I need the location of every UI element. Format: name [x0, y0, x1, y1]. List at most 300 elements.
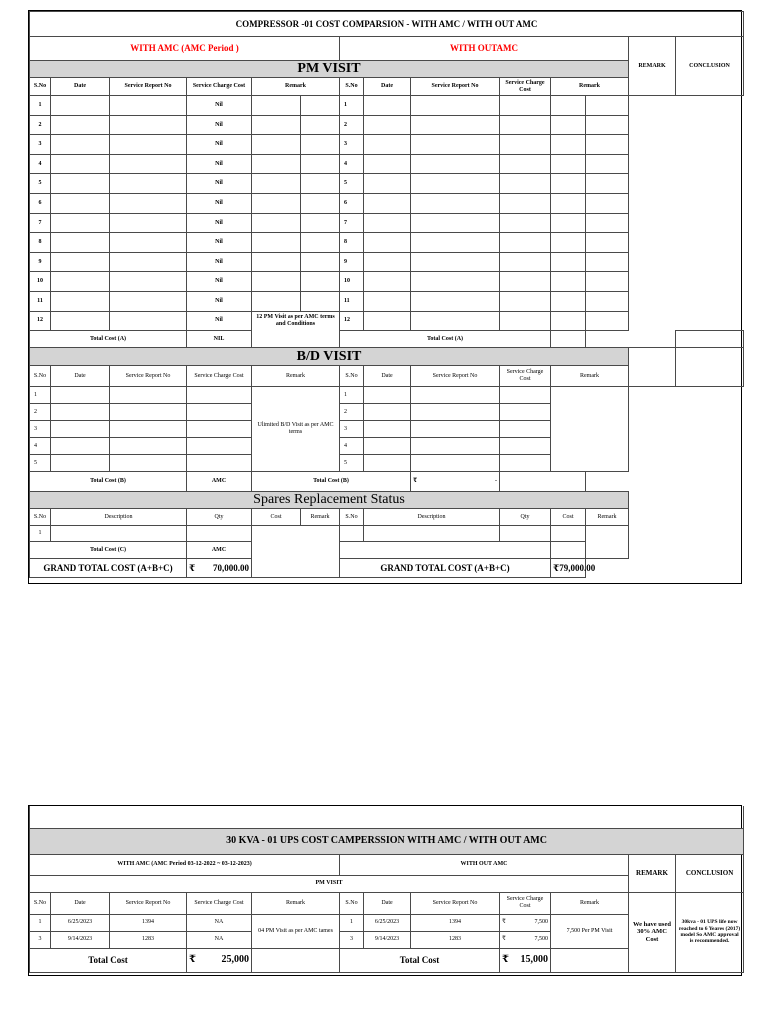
ups-row-charge: NA: [187, 914, 252, 931]
bd-total-value: AMC: [187, 472, 252, 492]
pm-row-remark-b: [301, 194, 340, 214]
ups-row-date-right: 6/25/2023: [364, 914, 411, 931]
bd-header-remark: Remark: [252, 366, 340, 387]
rupee-symbol: ₹: [413, 478, 418, 485]
bd-row-date-right: [364, 438, 411, 455]
pm-row-remark-a: [252, 213, 301, 233]
bd-row-charge: [187, 438, 252, 455]
pm-row-sno: 9: [30, 252, 51, 272]
pm-table-row: [30, 213, 744, 233]
pm-row-sno-right: 11: [340, 292, 364, 312]
bd-row-report: [110, 387, 187, 404]
pm-row-sno-right: 10: [340, 272, 364, 292]
bd-row-charge-right: [500, 404, 551, 421]
ups-pm-visit-label: PM VISIT: [30, 875, 629, 892]
pm-row-remark-b: [301, 252, 340, 272]
pm-amc-note: 12 PM Visit as per AMC terms and Conditions: [252, 311, 340, 331]
bd-header-sno: S.No: [30, 366, 51, 387]
ups-header-remark: Remark: [252, 892, 340, 914]
ups-row-sno: 1: [30, 914, 51, 931]
pm-row-charge-right: [500, 213, 551, 233]
pm-row-date: [51, 154, 110, 174]
pm-row-remark-right-b: [586, 252, 629, 272]
ups-without-amc-heading: WITH OUT AMC: [340, 854, 629, 875]
spares-band: Spares Replacement Status: [30, 492, 629, 509]
pm-header-remark: Remark: [252, 78, 340, 96]
bd-total-label-right: Total Cost (B): [252, 472, 411, 492]
pm-row-remark-right-b: [586, 311, 629, 331]
bd-row-sno-right: 2: [340, 404, 364, 421]
pm-row-sno: 6: [30, 194, 51, 214]
bd-row-report: [110, 421, 187, 438]
pm-row-remark-b: [301, 272, 340, 292]
pm-table-row: [30, 311, 744, 331]
ups-header-date-right: Date: [364, 892, 411, 914]
ups-with-amc-heading: WITH AMC (AMC Period 03-12-2022 ~ 03-12-2023): [30, 854, 340, 875]
bd-total-label: Total Cost (B): [30, 472, 187, 492]
pm-row-date-right: [364, 213, 411, 233]
bd-row-charge-right: [500, 438, 551, 455]
spares-header-sno: S.No: [30, 509, 51, 526]
bd-row-charge-right: [500, 421, 551, 438]
spares-header-sno-right: S.No: [340, 509, 364, 526]
bd-total-value-right: ₹ -: [411, 472, 500, 492]
ups-row-report: 1394: [110, 914, 187, 931]
pm-row-report: [110, 115, 187, 135]
pm-row-remark-right-b: [586, 174, 629, 194]
grand-total-value-right: ₹ 79,000.00: [551, 559, 586, 578]
bd-row-date: [51, 421, 110, 438]
pm-row-sno: 2: [30, 115, 51, 135]
pm-row-charge: Nil: [187, 252, 252, 272]
pm-row-remark-a: [252, 135, 301, 155]
pm-row-remark-right-a: [551, 292, 586, 312]
ups-row-report-right: 1394: [411, 914, 500, 931]
pm-row-charge-right: [500, 194, 551, 214]
pm-table-row: [30, 292, 744, 312]
pm-row-report: [110, 311, 187, 331]
pm-row-remark-b: [301, 115, 340, 135]
bd-header-sno-right: S.No: [340, 366, 364, 387]
bd-row-sno: 2: [30, 404, 51, 421]
bd-remark-right: [551, 387, 629, 472]
ups-remark-note: We have used 30% AMC Cost: [629, 892, 676, 972]
bd-table-row: [30, 438, 744, 455]
pm-row-report: [110, 96, 187, 116]
pm-row-remark-right-b: [586, 135, 629, 155]
pm-row-report: [110, 272, 187, 292]
with-amc-heading: WITH AMC (AMC Period ): [30, 37, 340, 61]
remark-column-body: [629, 348, 676, 387]
pm-row-sno-right: 12: [340, 311, 364, 331]
pm-row-date-right: [364, 174, 411, 194]
pm-row-remark-right-b: [586, 194, 629, 214]
bd-row-report: [110, 438, 187, 455]
ups-row-date-right: 9/14/2023: [364, 931, 411, 948]
pm-row-date: [51, 233, 110, 253]
remark-heading: REMARK: [629, 37, 676, 96]
pm-header-report-right: Service Report No: [411, 78, 500, 96]
spares-header-remark: Remark: [301, 509, 340, 526]
ups-header-remark-right: Remark: [551, 892, 629, 914]
pm-row-remark-a: [252, 194, 301, 214]
ups-row-cost-right: ₹ 7,500: [500, 914, 551, 931]
pm-row-report-right: [411, 96, 500, 116]
spares-row-sno: 1: [30, 526, 51, 542]
pm-row-charge-right: [500, 311, 551, 331]
pm-header-charge-right: Service Charge Cost: [500, 78, 551, 96]
pm-row-report: [110, 213, 187, 233]
bd-row-sno-right: 3: [340, 421, 364, 438]
bd-header-date: Date: [51, 366, 110, 387]
pm-header-sno-right: S.No: [340, 78, 364, 96]
pm-row-date: [51, 213, 110, 233]
grand-total-label: GRAND TOTAL COST (A+B+C): [30, 559, 187, 578]
pm-table-row: [30, 174, 744, 194]
pm-row-date: [51, 311, 110, 331]
pm-row-remark-a: [252, 154, 301, 174]
pm-row-report: [110, 194, 187, 214]
pm-row-date-right: [364, 96, 411, 116]
pm-row-charge-right: [500, 96, 551, 116]
pm-row-remark-b: [301, 154, 340, 174]
bd-row-date: [51, 404, 110, 421]
pm-row-date: [51, 96, 110, 116]
pm-row-sno-right: 1: [340, 96, 364, 116]
spares-header-qty-right: Qty: [500, 509, 551, 526]
ups-header-report: Service Report No: [110, 892, 187, 914]
pm-row-report-right: [411, 292, 500, 312]
pm-row-charge: Nil: [187, 233, 252, 253]
rupee-symbol: ₹: [553, 563, 560, 574]
pm-header-charge: Service Charge Cost: [187, 78, 252, 96]
pm-row-sno: 10: [30, 272, 51, 292]
ups-row-date: 6/25/2023: [51, 914, 110, 931]
pm-row-date: [51, 252, 110, 272]
conclusion-column-body: [676, 348, 744, 387]
pm-table-row: [30, 115, 744, 135]
ups-total-value-right: ₹ 15,000: [500, 948, 551, 972]
pm-row-remark-a: [252, 174, 301, 194]
pm-table-row: [30, 96, 744, 116]
bd-row-report: [110, 455, 187, 472]
bd-row-date-right: [364, 404, 411, 421]
rupee-symbol: ₹: [189, 563, 196, 574]
pm-row-date-right: [364, 272, 411, 292]
bd-row-report: [110, 404, 187, 421]
pm-row-remark-b: [301, 233, 340, 253]
bd-row-charge: [187, 455, 252, 472]
pm-row-date: [51, 272, 110, 292]
pm-row-sno: 1: [30, 96, 51, 116]
bd-row-sno-right: 1: [340, 387, 364, 404]
pm-row-remark-right-b: [586, 96, 629, 116]
ups-title: 30 KVA - 01 UPS COST CAMPERSSION WITH AMC / WITH OUT AMC: [30, 828, 744, 854]
ups-row-report-right: 1283: [411, 931, 500, 948]
pm-row-date: [51, 174, 110, 194]
ups-remark-right: 7,500 Per PM Visit: [551, 914, 629, 948]
bd-row-charge-right: [500, 455, 551, 472]
pm-row-charge-right: [500, 292, 551, 312]
spares-total-value: AMC: [187, 542, 252, 559]
pm-row-report: [110, 174, 187, 194]
pm-row-report-right: [411, 174, 500, 194]
pm-row-remark-a: [252, 252, 301, 272]
spares-header-description: Description: [51, 509, 187, 526]
ups-header-sno: S.No: [30, 892, 51, 914]
bd-row-sno-right: 4: [340, 438, 364, 455]
ups-row-sno-right: 3: [340, 931, 364, 948]
spares-header-cost-right: Cost: [551, 509, 586, 526]
bd-header-date-right: Date: [364, 366, 411, 387]
pm-row-charge-right: [500, 233, 551, 253]
pm-row-charge: Nil: [187, 194, 252, 214]
ups-row-date: 9/14/2023: [51, 931, 110, 948]
ups-remark-left: 04 PM Visit as per AMC tames: [252, 914, 340, 948]
pm-row-date: [51, 115, 110, 135]
pm-row-sno: 11: [30, 292, 51, 312]
ups-conclusion-note: 30kva - 01 UPS life now reached to 6 Yeares (2017) model So AMC approval is recommended.: [676, 892, 744, 972]
bd-row-charge: [187, 421, 252, 438]
pm-row-sno-right: 2: [340, 115, 364, 135]
ups-row-charge: NA: [187, 931, 252, 948]
pm-row-remark-right-b: [586, 154, 629, 174]
pm-row-date-right: [364, 311, 411, 331]
pm-table-row: [30, 252, 744, 272]
bd-header-report: Service Report No: [110, 366, 187, 387]
pm-row-remark-a: [252, 233, 301, 253]
ups-total-value: ₹ 25,000: [187, 948, 252, 972]
pm-total-label-right: Total Cost (A): [340, 331, 551, 348]
pm-row-report-right: [411, 115, 500, 135]
pm-row-remark-right-a: [551, 213, 586, 233]
pm-row-sno-right: 3: [340, 135, 364, 155]
pm-row-remark-right-a: [551, 135, 586, 155]
sheet-title: COMPRESSOR -01 COST COMPARSION - WITH AMC / WITH OUT AMC: [30, 12, 744, 37]
pm-row-charge: Nil: [187, 174, 252, 194]
bd-row-report-right: [411, 438, 500, 455]
pm-row-remark-b: [301, 135, 340, 155]
pm-row-charge-right: [500, 135, 551, 155]
pm-row-sno-right: 5: [340, 174, 364, 194]
bd-row-charge: [187, 404, 252, 421]
pm-row-remark-b: [301, 213, 340, 233]
bd-row-sno: 1: [30, 387, 51, 404]
pm-header-report: Service Report No: [110, 78, 187, 96]
grand-total-value: ₹ 70,000.00: [187, 559, 252, 578]
ups-total-label-right: Total Cost: [340, 948, 500, 972]
bd-header-remark-right: Remark: [551, 366, 629, 387]
bd-table-row: [30, 387, 744, 404]
bd-row-date-right: [364, 455, 411, 472]
pm-row-remark-b: [301, 174, 340, 194]
ups-row-report: 1283: [110, 931, 187, 948]
bd-row-date: [51, 455, 110, 472]
conclusion-heading: CONCLUSION: [676, 37, 744, 96]
ups-header-charge-right: Service Charge Cost: [500, 892, 551, 914]
without-amc-heading: WITH OUTAMC: [340, 37, 629, 61]
bd-row-sno: 4: [30, 438, 51, 455]
pm-row-charge: Nil: [187, 311, 252, 331]
pm-row-remark-b: [301, 292, 340, 312]
pm-row-remark-a: [252, 115, 301, 135]
bd-row-date: [51, 387, 110, 404]
bd-row-sno: 5: [30, 455, 51, 472]
pm-row-sno: 4: [30, 154, 51, 174]
bd-row-report-right: [411, 455, 500, 472]
pm-row-charge: Nil: [187, 272, 252, 292]
pm-row-report-right: [411, 154, 500, 174]
pm-table-row: [30, 233, 744, 253]
ups-remark-heading: REMARK: [629, 854, 676, 892]
pm-row-remark-right-a: [551, 252, 586, 272]
pm-table-row: [30, 272, 744, 292]
pm-row-remark-right-a: [551, 272, 586, 292]
pm-row-report-right: [411, 135, 500, 155]
pm-row-remark-right-a: [551, 115, 586, 135]
spares-total-label: Total Cost (C): [30, 542, 187, 559]
bd-header-charge-right: Service Charge Cost: [500, 366, 551, 387]
bd-table-row: [30, 421, 744, 438]
pm-row-report: [110, 135, 187, 155]
pm-visit-band: PM VISIT: [30, 61, 629, 78]
pm-total-label: Total Cost (A): [30, 331, 187, 348]
ups-row-sno-right: 1: [340, 914, 364, 931]
pm-row-date: [51, 292, 110, 312]
ups-row-cost-right: ₹ 7,500: [500, 931, 551, 948]
pm-row-report-right: [411, 194, 500, 214]
pm-row-remark-right-a: [551, 194, 586, 214]
pm-row-remark-right-b: [586, 272, 629, 292]
ups-row-sno: 3: [30, 931, 51, 948]
pm-row-date-right: [364, 135, 411, 155]
compressor-cost-sheet: [28, 10, 742, 584]
pm-row-report: [110, 233, 187, 253]
ups-header-date: Date: [51, 892, 110, 914]
pm-row-sno-right: 7: [340, 213, 364, 233]
compressor-table: [29, 11, 744, 578]
bd-visit-band: B/D VISIT: [30, 348, 629, 366]
pm-row-report-right: [411, 272, 500, 292]
bd-row-sno: 3: [30, 421, 51, 438]
pm-row-date-right: [364, 233, 411, 253]
pm-row-remark-a: [252, 96, 301, 116]
pm-row-date-right: [364, 252, 411, 272]
grand-total-label-right: GRAND TOTAL COST (A+B+C): [340, 559, 551, 578]
ups-cost-sheet: [28, 805, 742, 976]
pm-table-row: [30, 135, 744, 155]
pm-row-remark-right-a: [551, 174, 586, 194]
pm-header-date-right: Date: [364, 78, 411, 96]
ups-header-charge: Service Charge Cost: [187, 892, 252, 914]
pm-row-sno: 7: [30, 213, 51, 233]
pm-row-charge-right: [500, 252, 551, 272]
pm-row-remark-b: [301, 96, 340, 116]
pm-row-charge: Nil: [187, 96, 252, 116]
pm-row-remark-right-a: [551, 96, 586, 116]
pm-header-date: Date: [51, 78, 110, 96]
pm-row-remark-right-b: [586, 213, 629, 233]
pm-row-report-right: [411, 252, 500, 272]
pm-row-date-right: [364, 194, 411, 214]
pm-row-remark-a: [252, 272, 301, 292]
bd-table-row: [30, 404, 744, 421]
ups-header-report-right: Service Report No: [411, 892, 500, 914]
ups-table: [29, 806, 744, 973]
ups-conclusion-heading: CONCLUSION: [676, 854, 744, 892]
bd-row-report-right: [411, 421, 500, 438]
spares-header-cost: Cost: [252, 509, 301, 526]
pm-row-charge-right: [500, 115, 551, 135]
bd-row-charge: [187, 387, 252, 404]
pm-row-sno: 8: [30, 233, 51, 253]
bd-row-date: [51, 438, 110, 455]
pm-row-remark-right-b: [586, 115, 629, 135]
bd-row-date-right: [364, 387, 411, 404]
pm-row-date: [51, 194, 110, 214]
pm-table-row: [30, 194, 744, 214]
pm-row-charge: Nil: [187, 154, 252, 174]
pm-row-charge: Nil: [187, 213, 252, 233]
pm-row-date-right: [364, 292, 411, 312]
pm-row-report-right: [411, 233, 500, 253]
pm-total-value: NIL: [187, 331, 252, 348]
pm-row-remark-right-a: [551, 154, 586, 174]
pm-row-report-right: [411, 311, 500, 331]
pm-row-charge-right: [500, 272, 551, 292]
spares-header-remark-right: Remark: [586, 509, 629, 526]
pm-row-report-right: [411, 213, 500, 233]
pm-row-remark-a: [252, 292, 301, 312]
pm-row-remark-right-a: [551, 311, 586, 331]
pm-row-charge: Nil: [187, 115, 252, 135]
pm-row-charge-right: [500, 174, 551, 194]
pm-row-sno-right: 6: [340, 194, 364, 214]
pm-row-charge-right: [500, 154, 551, 174]
bd-row-charge-right: [500, 387, 551, 404]
pm-row-date-right: [364, 115, 411, 135]
spares-header-description-right: Description: [364, 509, 500, 526]
pm-row-sno: 3: [30, 135, 51, 155]
bd-row-report-right: [411, 404, 500, 421]
spares-header-qty: Qty: [187, 509, 252, 526]
bd-row-sno-right: 5: [340, 455, 364, 472]
bd-row-report-right: [411, 387, 500, 404]
ups-header-sno-right: S.No: [340, 892, 364, 914]
bd-header-charge: Service Charge Cost: [187, 366, 252, 387]
pm-row-sno-right: 9: [340, 252, 364, 272]
pm-row-report: [110, 252, 187, 272]
pm-row-remark-right-b: [586, 233, 629, 253]
bd-table-row: [30, 455, 744, 472]
pm-header-remark-right: Remark: [551, 78, 629, 96]
pm-row-report: [110, 154, 187, 174]
pm-row-remark-right-b: [586, 292, 629, 312]
pm-row-sno-right: 8: [340, 233, 364, 253]
pm-row-charge: Nil: [187, 292, 252, 312]
pm-row-charge: Nil: [187, 135, 252, 155]
pm-row-date-right: [364, 154, 411, 174]
ups-total-label: Total Cost: [30, 948, 187, 972]
pm-header-sno: S.No: [30, 78, 51, 96]
pm-row-sno-right: 4: [340, 154, 364, 174]
pm-table-row: [30, 154, 744, 174]
pm-row-sno: 12: [30, 311, 51, 331]
pm-row-sno: 5: [30, 174, 51, 194]
pm-row-remark-right-a: [551, 233, 586, 253]
bd-amc-note: Ulimited B/D Visit as per AMC terms: [252, 387, 340, 472]
pm-row-date: [51, 135, 110, 155]
